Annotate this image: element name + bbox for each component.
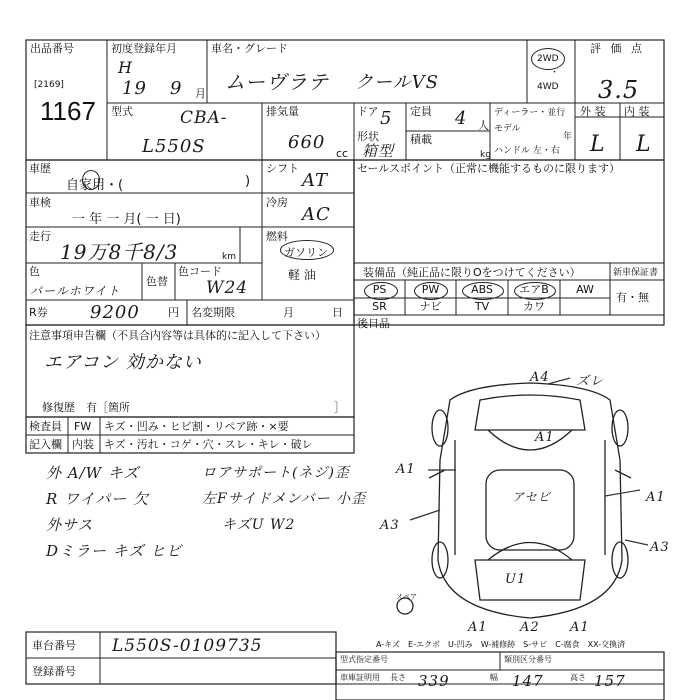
- handle-label: ハンドル 左・右: [494, 146, 560, 156]
- disp-label: 排気量: [266, 105, 299, 118]
- drive-4wd: 4WD: [537, 82, 559, 92]
- month-label: 月: [283, 306, 294, 319]
- model-year-label: モデル: [494, 124, 521, 134]
- load-label: 積載: [410, 133, 432, 146]
- recycle: 9200: [90, 302, 140, 323]
- month: 9: [170, 78, 183, 99]
- ac-label: 冷房: [266, 196, 288, 209]
- color-label: 色: [29, 265, 40, 278]
- score-label: 評 価 点: [590, 42, 645, 55]
- int-items: キズ・汚れ・コゲ・穴・スレ・キレ・破レ: [104, 438, 313, 451]
- int-grade: L: [636, 132, 652, 157]
- repair-close: ］: [334, 401, 345, 414]
- chassis: L550S-0109735: [112, 636, 263, 656]
- history-label: 車歴: [29, 162, 51, 175]
- mark-u1: U1: [505, 572, 527, 587]
- mark-a1-right: A1: [646, 490, 666, 505]
- length-label: 長さ: [390, 673, 406, 682]
- inspection-value: 一 年 一 月( 一 日): [72, 212, 181, 227]
- equip-label: 装備品（純正品に限りOをつけてください）: [363, 266, 581, 279]
- era: H: [118, 58, 133, 77]
- equip-aw: AW: [576, 283, 594, 296]
- lot-sub: [2169]: [34, 80, 64, 90]
- fw-label: FW: [74, 420, 92, 433]
- equip-circle-pw: [414, 282, 448, 300]
- equip-circle-airbag: [514, 282, 556, 300]
- car-name: ムーヴラテ: [225, 70, 329, 94]
- equip-circle-ps: [364, 282, 398, 300]
- mark-a1-hood: A1: [535, 430, 555, 445]
- model-label: 型式: [111, 105, 133, 118]
- equip-airbag: エアB: [519, 283, 549, 296]
- dealer-label: ディーラー・並行: [494, 108, 566, 118]
- hw-line-7: キズU W2: [222, 517, 296, 533]
- shape-label: 形状: [357, 130, 379, 143]
- month-unit: 月: [195, 87, 206, 100]
- hw-line-1: 外 A/W キズ: [46, 464, 140, 482]
- doors: 5: [380, 108, 393, 129]
- approval-label: 型式指定番号: [340, 655, 388, 664]
- doors-label: ドア: [357, 105, 379, 118]
- history-close: ): [245, 174, 251, 189]
- capacity-unit: 人: [478, 119, 489, 132]
- grade: クールVS: [355, 72, 439, 93]
- model-prefix: CBA-: [180, 108, 228, 128]
- hw-line-3: 外サス: [46, 516, 94, 534]
- mileage: 19万8千8/3: [60, 240, 179, 264]
- int-items-label: 内装: [72, 438, 94, 451]
- mark-a2-rear: A2: [520, 620, 540, 635]
- fuel-circle: [280, 240, 334, 260]
- equip-leather: カワ: [523, 300, 545, 313]
- mark-a3-right: A3: [650, 540, 670, 555]
- disp-unit: cc: [336, 147, 349, 160]
- yen: 円: [168, 306, 179, 319]
- spare-label: スペア: [396, 593, 417, 601]
- inspection-label: 車検: [29, 196, 51, 209]
- height-label: 高さ: [570, 673, 586, 682]
- sales-label: セールスポイント（正常に機能するものに限ります）: [357, 162, 621, 175]
- recycle-label: R券: [29, 306, 48, 319]
- load-unit: kg: [480, 150, 491, 160]
- shift-label: シフト: [266, 162, 299, 175]
- drive-circle: [531, 48, 565, 70]
- year: 19: [122, 78, 147, 99]
- history-value: 自家用・(: [66, 178, 124, 193]
- mark-a1-rear-right: A1: [570, 620, 590, 635]
- color: パールホワイト: [30, 284, 121, 298]
- ac: AC: [302, 204, 331, 225]
- ext-grade: L: [590, 132, 606, 157]
- fuel-label: 燃料: [266, 230, 288, 243]
- caution-label: 注意事項申告欄（不具合内容等は具体的に記入して下さい）: [29, 329, 326, 342]
- name-label: 車名・グレード: [211, 42, 288, 55]
- mark-zure: ズレ: [576, 374, 605, 389]
- displacement: 660: [288, 132, 326, 153]
- width: 147: [512, 672, 544, 690]
- year-label: 年: [563, 132, 573, 142]
- shape: 箱型: [362, 142, 395, 160]
- mark-a1-rear-left: A1: [468, 620, 488, 635]
- color-change-label: 色替: [146, 275, 168, 288]
- day-label: 日: [332, 306, 343, 319]
- height: 157: [594, 672, 626, 690]
- equip-pw: PW: [421, 283, 440, 296]
- hw-line-5: ロアサポート(ネジ)歪: [202, 465, 350, 481]
- equip-abs: ABS: [471, 283, 493, 296]
- length: 339: [418, 672, 450, 690]
- lot-number: 1167: [40, 96, 96, 126]
- width-label: 幅: [490, 673, 498, 682]
- color-code-label: 色コード: [178, 265, 222, 278]
- color-code: W24: [206, 278, 249, 298]
- int-label: 内 装: [624, 105, 650, 118]
- check-items: キズ・凹み・ヒビ割・リペア跡・×要: [104, 420, 289, 433]
- ext-label: 外 装: [580, 105, 606, 118]
- name-change-label: 名変期限: [191, 306, 235, 319]
- mark-a1-left: A1: [396, 462, 416, 477]
- history-circle: [82, 170, 100, 190]
- score: 3.5: [598, 76, 640, 104]
- later-label: 後日品: [357, 317, 390, 330]
- repair-label: 修復歴 有［箇所: [42, 401, 130, 414]
- warranty-label: 新車保証書: [613, 268, 659, 278]
- fuel-oil: 軽 油: [288, 268, 316, 282]
- shift: AT: [302, 170, 329, 191]
- hw-line-2: R ワイパー 欠: [46, 490, 150, 508]
- mark-a3-left: A3: [380, 518, 400, 533]
- equip-ps: PS: [372, 283, 387, 296]
- equip-navi: ナビ: [419, 300, 442, 313]
- class-label: 類別区分番号: [504, 655, 552, 664]
- inspect-label: 検査員: [29, 420, 62, 433]
- hw-line-4: Dミラー キズ ヒビ: [46, 542, 183, 560]
- equip-circle-abs: [462, 282, 504, 300]
- footer-reg-label: 登録番号: [32, 665, 76, 678]
- caution-text: エアコン 効かない: [44, 352, 202, 373]
- mileage-unit: km: [222, 252, 236, 262]
- chassis-label: 車台番号: [32, 639, 76, 652]
- mileage-label: 走行: [29, 230, 51, 243]
- drive-2wd: 2WD: [537, 54, 559, 64]
- cert-label: 車庫証明用: [340, 673, 380, 682]
- record-label: 記入欄: [29, 438, 62, 451]
- capacity-label: 定員: [410, 105, 432, 118]
- legend-text: A-キズ E-エクボ U-凹み W-補修跡 S-サビ C-腐食 XX-交換済: [376, 640, 626, 649]
- equip-sr: SR: [372, 300, 387, 313]
- mark-asebi: アセビ: [512, 490, 551, 504]
- fuel-gas: ガソリン: [284, 246, 328, 259]
- equip-tv: TV: [474, 300, 490, 313]
- hw-line-6: 左Fサイドメンバー 小歪: [202, 491, 367, 507]
- model-code: L550S: [142, 136, 206, 157]
- warranty-value: 有・無: [616, 291, 649, 304]
- lot-label: 出品番号: [30, 42, 74, 55]
- mark-a4: A4: [530, 370, 550, 385]
- capacity: 4: [455, 108, 468, 129]
- reg-label: 初度登録年月: [111, 42, 177, 55]
